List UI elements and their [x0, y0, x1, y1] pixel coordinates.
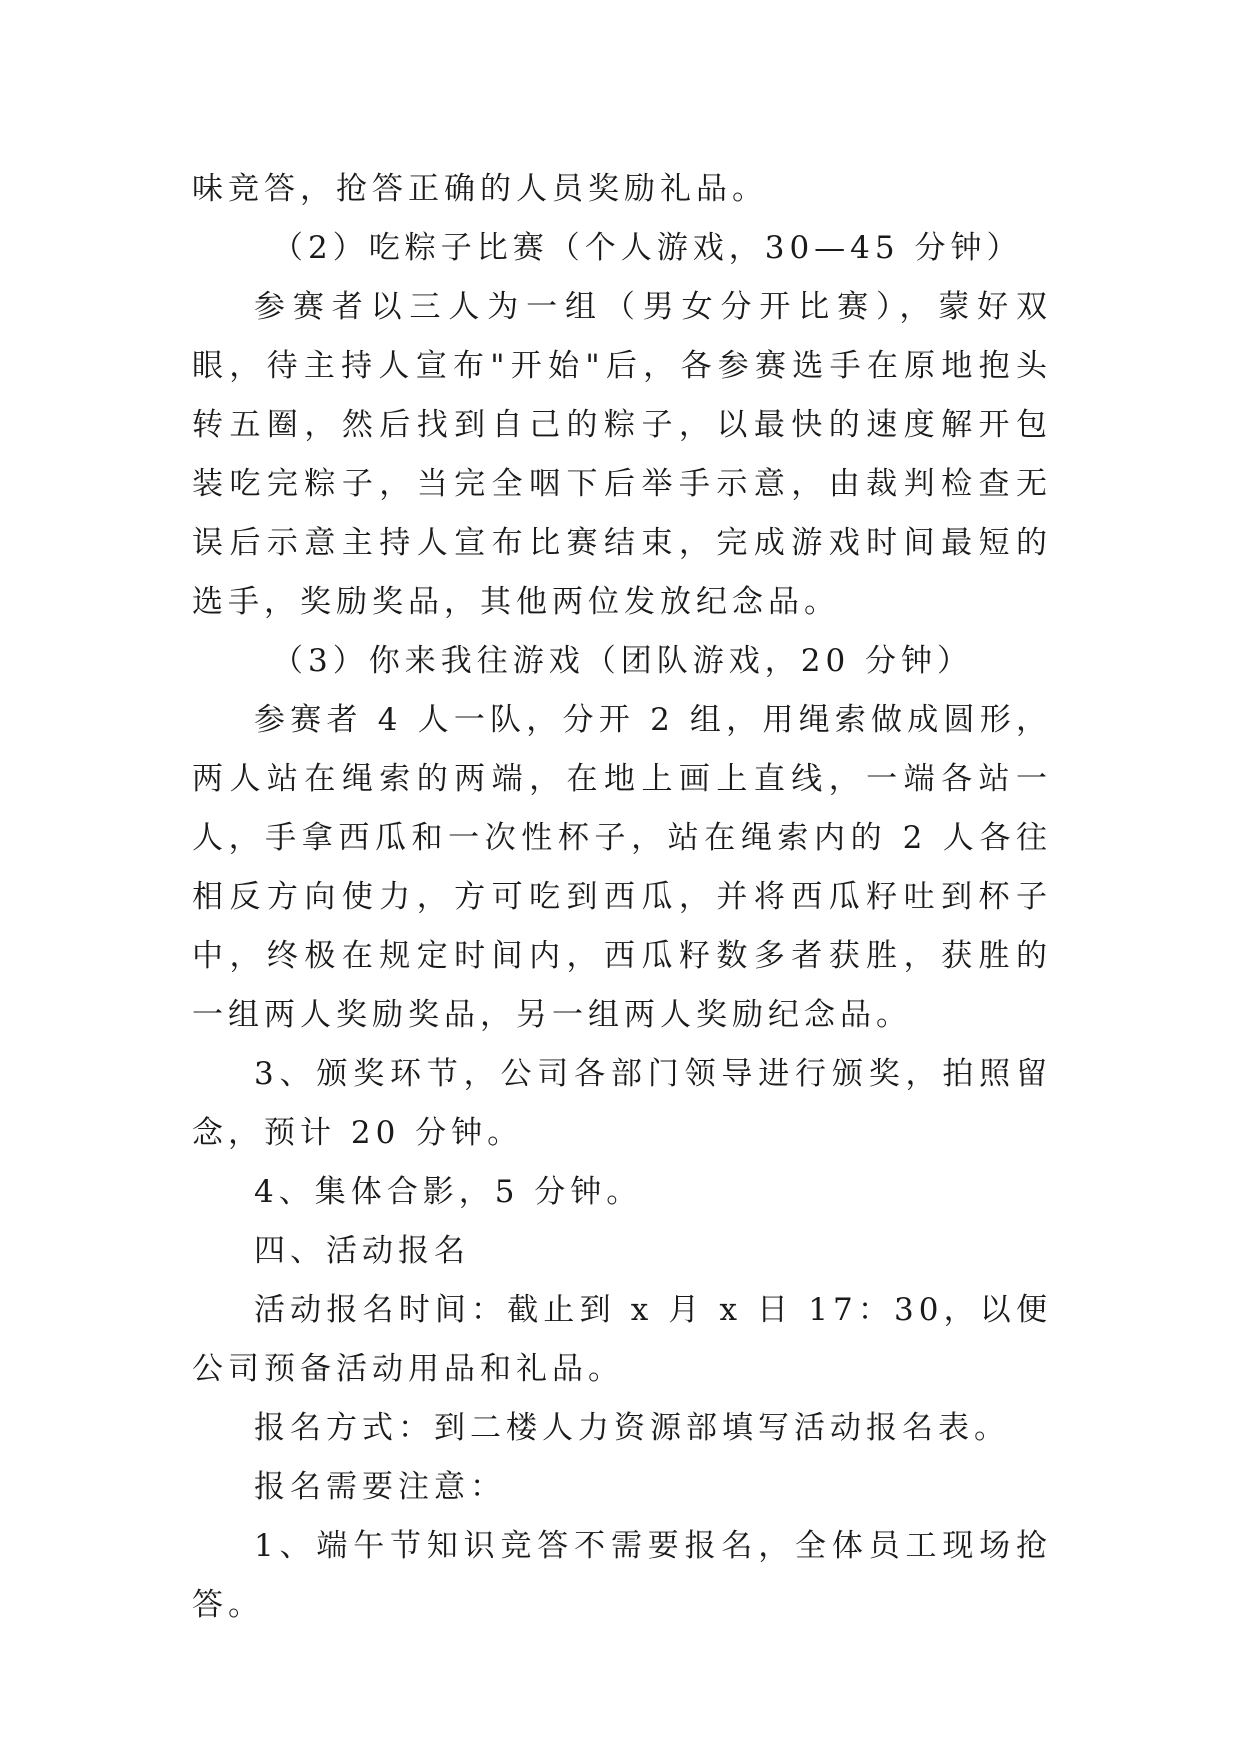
subheading-back-and-forth-game: （3）你来我往游戏（团队游戏，20 分钟） — [272, 643, 974, 679]
paragraph-registration-note-1: 1、端午节知识竞答不需要报名，全体员工现场抢答。 — [192, 1528, 1052, 1623]
paragraph-registration-method: 报名方式：到二楼人力资源部填写活动报名表。 — [254, 1410, 1010, 1446]
paragraph-registration-notes-heading: 报名需要注意： — [254, 1469, 506, 1505]
document-body — [192, 160, 1052, 1635]
paragraph-registration-deadline: 活动报名时间：截止到 x 月 x 日 17：30，以便公司预备活动用品和礼品。 — [192, 1292, 1052, 1387]
section-heading-registration: 四、活动报名 — [254, 1233, 470, 1269]
paragraph-continuation: 味竞答，抢答正确的人员奖励礼品。 — [192, 171, 768, 207]
paragraph-award-ceremony: 3、颁奖环节，公司各部门领导进行颁奖，拍照留念，预计 20 分钟。 — [192, 1056, 1052, 1151]
paragraph-back-and-forth-rules: 参赛者 4 人一队，分开 2 组，用绳索做成圆形，两人站在绳索的两端，在地上画上直线，一端各站一人，手拿西瓜和一次性杯子，站在绳索内的 2 人各往相反方向使力，方可吃到西瓜，并将西瓜籽吐到杯子中，终极在规定时间内，西瓜籽数多者获胜，获胜的一组两人奖励奖品，另一组两人奖励纪念品。 — [192, 702, 1052, 1033]
subheading-zongzi-contest: （2）吃粽子比赛（个人游戏，30—45 分钟） — [272, 230, 1023, 266]
paragraph-zongzi-rules: 参赛者以三人为一组（男女分开比赛），蒙好双眼，待主持人宣布"开始"后，各参赛选手在原地抱头转五圈，然后找到自己的粽子，以最快的速度解开包装吃完粽子，当完全咽下后举手示意，由裁判检查无误后示意主持人宣布比赛结束，完成游戏时间最短的选手，奖励奖品，其他两位发放纪念品。 — [192, 289, 1052, 620]
paragraph-group-photo: 4、集体合影，5 分钟。 — [254, 1174, 643, 1210]
